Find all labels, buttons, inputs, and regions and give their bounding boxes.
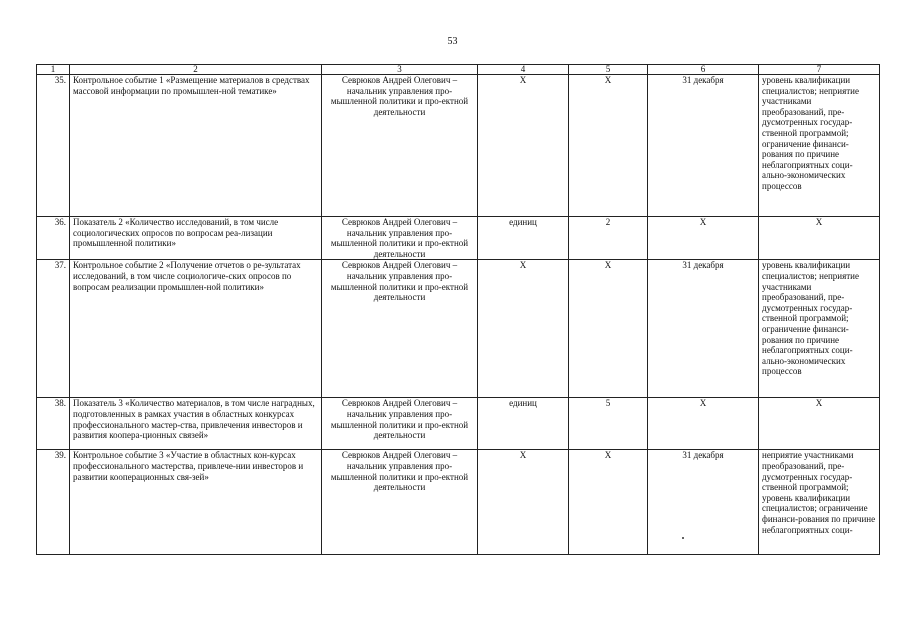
row-number: 35. [37, 75, 70, 217]
row-date: 31 декабря [648, 450, 759, 555]
row-unit: X [478, 260, 569, 398]
program-table [36, 64, 880, 555]
column-header-5: 5 [569, 65, 648, 75]
table-row [37, 260, 880, 398]
row-name: Контрольное событие 3 «Участие в областных кон-курсах профессионального мастерства, привлече-нии инвесторов и развитии кооперационных свя-зей» [70, 450, 322, 555]
row-value: X [569, 260, 648, 398]
row-number: 38. [37, 398, 70, 450]
row-name: Контрольное событие 2 «Получение отчетов о ре-зультатах исследований, в том числе социологиче-ских опросов по вопросам реализации промышлен-ной политики» [70, 260, 322, 398]
row-value: X [569, 75, 648, 217]
scan-speck [682, 537, 684, 539]
row-risks: уровень квалификации специалистов; неприятие участниками преобразований, пре-дусмотренных государ-ственной программой; ограничение финанси-рования по причине неблагоприятных соци-ально-экономических процессов [759, 260, 880, 398]
row-risks: уровень квалификации специалистов; неприятие участниками преобразований, пре-дусмотренных государ-ственной программой; ограничение финанси-рования по причине неблагоприятных соци-ально-экономических процессов [759, 75, 880, 217]
row-name: Показатель 3 «Количество материалов, в том числе наградных, подготовленных в рамках участия в областных конкурсах профессионального мастер-ства, привлечения инвесторов и развития коопера-ционных связей» [70, 398, 322, 450]
row-responsible: Севрюков Андрей Олегович – начальник управления про-мышленной политики и про-ектной деятельности [322, 450, 478, 555]
column-header-6: 6 [648, 65, 759, 75]
row-number: 39. [37, 450, 70, 555]
row-unit: единиц [478, 217, 569, 260]
row-value: 2 [569, 217, 648, 260]
row-responsible: Севрюков Андрей Олегович – начальник управления про-мышленной политики и про-ектной деятельности [322, 260, 478, 398]
table-row [37, 450, 880, 555]
header-row [37, 65, 880, 75]
page-number: 53 [447, 36, 458, 47]
row-name: Показатель 2 «Количество исследований, в том числе социологических опросов по вопросам реа-лизации промышленной политики» [70, 217, 322, 260]
table-row [37, 398, 880, 450]
row-name: Контрольное событие 1 «Размещение материалов в средствах массовой информации по промышлен-ной тематике» [70, 75, 322, 217]
row-value: X [569, 450, 648, 555]
row-date: X [648, 217, 759, 260]
row-risks: X [759, 398, 880, 450]
column-header-7: 7 [759, 65, 880, 75]
row-unit: единиц [478, 398, 569, 450]
row-responsible: Севрюков Андрей Олегович – начальник управления про-мышленной политики и про-ектной деятельности [322, 398, 478, 450]
row-date: X [648, 398, 759, 450]
row-risks: неприятие участниками преобразований, пре-дусмотренных государ-ственной программой; уровень квалификации специалистов; ограничение финанси-рования по причине неблагоприятных соци- [759, 450, 880, 555]
row-number: 36. [37, 217, 70, 260]
row-responsible: Севрюков Андрей Олегович – начальник управления про-мышленной политики и про-ектной деятельности [322, 217, 478, 260]
column-header-3: 3 [322, 65, 478, 75]
row-date: 31 декабря [648, 75, 759, 217]
table-row [37, 75, 880, 217]
row-number: 37. [37, 260, 70, 398]
table-row [37, 217, 880, 260]
row-date: 31 декабря [648, 260, 759, 398]
column-header-2: 2 [70, 65, 322, 75]
column-header-1: 1 [37, 65, 70, 75]
row-unit: X [478, 450, 569, 555]
row-unit: X [478, 75, 569, 217]
column-header-4: 4 [478, 65, 569, 75]
row-risks: X [759, 217, 880, 260]
row-value: 5 [569, 398, 648, 450]
row-responsible: Севрюков Андрей Олегович – начальник управления про-мышленной политики и про-ектной деятельности [322, 75, 478, 217]
